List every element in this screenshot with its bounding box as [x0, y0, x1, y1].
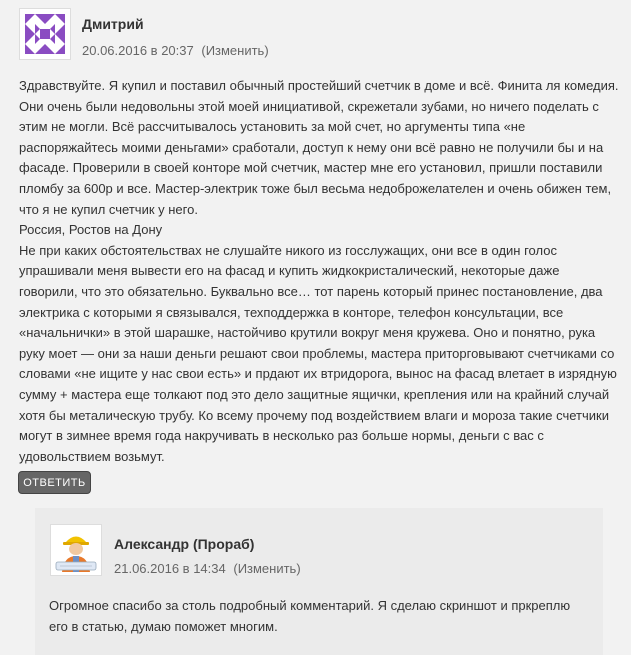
reply-author: Александр (Прораб) [114, 536, 255, 552]
builder-avatar-icon [50, 524, 102, 576]
comment-paragraph: Россия, Ростов на Дону [19, 222, 163, 238]
comment-meta [82, 43, 269, 58]
comment-edit-link[interactable]: (Изменить) [201, 43, 269, 58]
reply-meta [114, 561, 301, 576]
identicon-avatar-icon [19, 8, 71, 60]
comment-body [19, 76, 619, 467]
reply-comment [35, 508, 603, 655]
reply-edit-link[interactable]: (Изменить) [233, 561, 301, 576]
comment-paragraph: Не при каких обстоятельствах не слушайте никого из госслужащих, они все в один голос упрашивали меня вывести его на фасад и купить жидкокристалический, некоторые даже говорили, что это обязательно. Буквально все… тот парень который принес постановление, два электрика с которыми я связывался, техподдержка в конторе, телефон консультации, все «начальнички» в этой шарашке, настойчиво крутили вокруг меня кружева. Оно и понятно, рука руку моет — они за наши деньги решают свои проблемы, мастера приторговывают счетчиками со словами «не ищите у нас свои есть» и прдают их втридорога, вынос на фасад влетает в изрядную сумму + мастера еще толкают под это дело защитные ящички, крепления или на крайний случай хотя бы металическую трубу. Ко всему прочему под воздействием влаги и мороза такие счетчики могут в зимнее время года накручивать в несколько раз больше нормы, деньги с вас с удовольствием возьмут. [19, 242, 617, 464]
reply-body: Огромное спасибо за столь подробный комментарий. Я сделаю скриншот и пркреплю его в статью, думаю поможет многим. [49, 598, 571, 634]
reply-date[interactable]: 21.06.2016 в 14:34 [114, 561, 226, 576]
comment-paragraph: Здравствуйте. Я купил и поставил обычный простейший счетчик в доме и всё. Финита ля комедия. Они очень были недовольны этой моей инициативой, скрежетали зубами, но ничего поделать с этим не могли. Всё рассчитывалось установить за мой счет, но аргументы типа «не распоряжайтесь моими деньгами» сработали, доступ к нему они всё равно не получили бы и на фасаде. Проверили в своей конторе мой счетчик, мастер мне его установил, пришли поставили пломбу за 600р и все. Мастер-электрик тоже был весьма недоброжелателен и очень обижен тем, что я не купил счетчик у него. [19, 78, 619, 217]
reply-button[interactable]: ОТВЕТИТЬ [18, 471, 91, 494]
comment-date[interactable]: 20.06.2016 в 20:37 [82, 43, 194, 58]
comment-author: Дмитрий [82, 16, 144, 32]
